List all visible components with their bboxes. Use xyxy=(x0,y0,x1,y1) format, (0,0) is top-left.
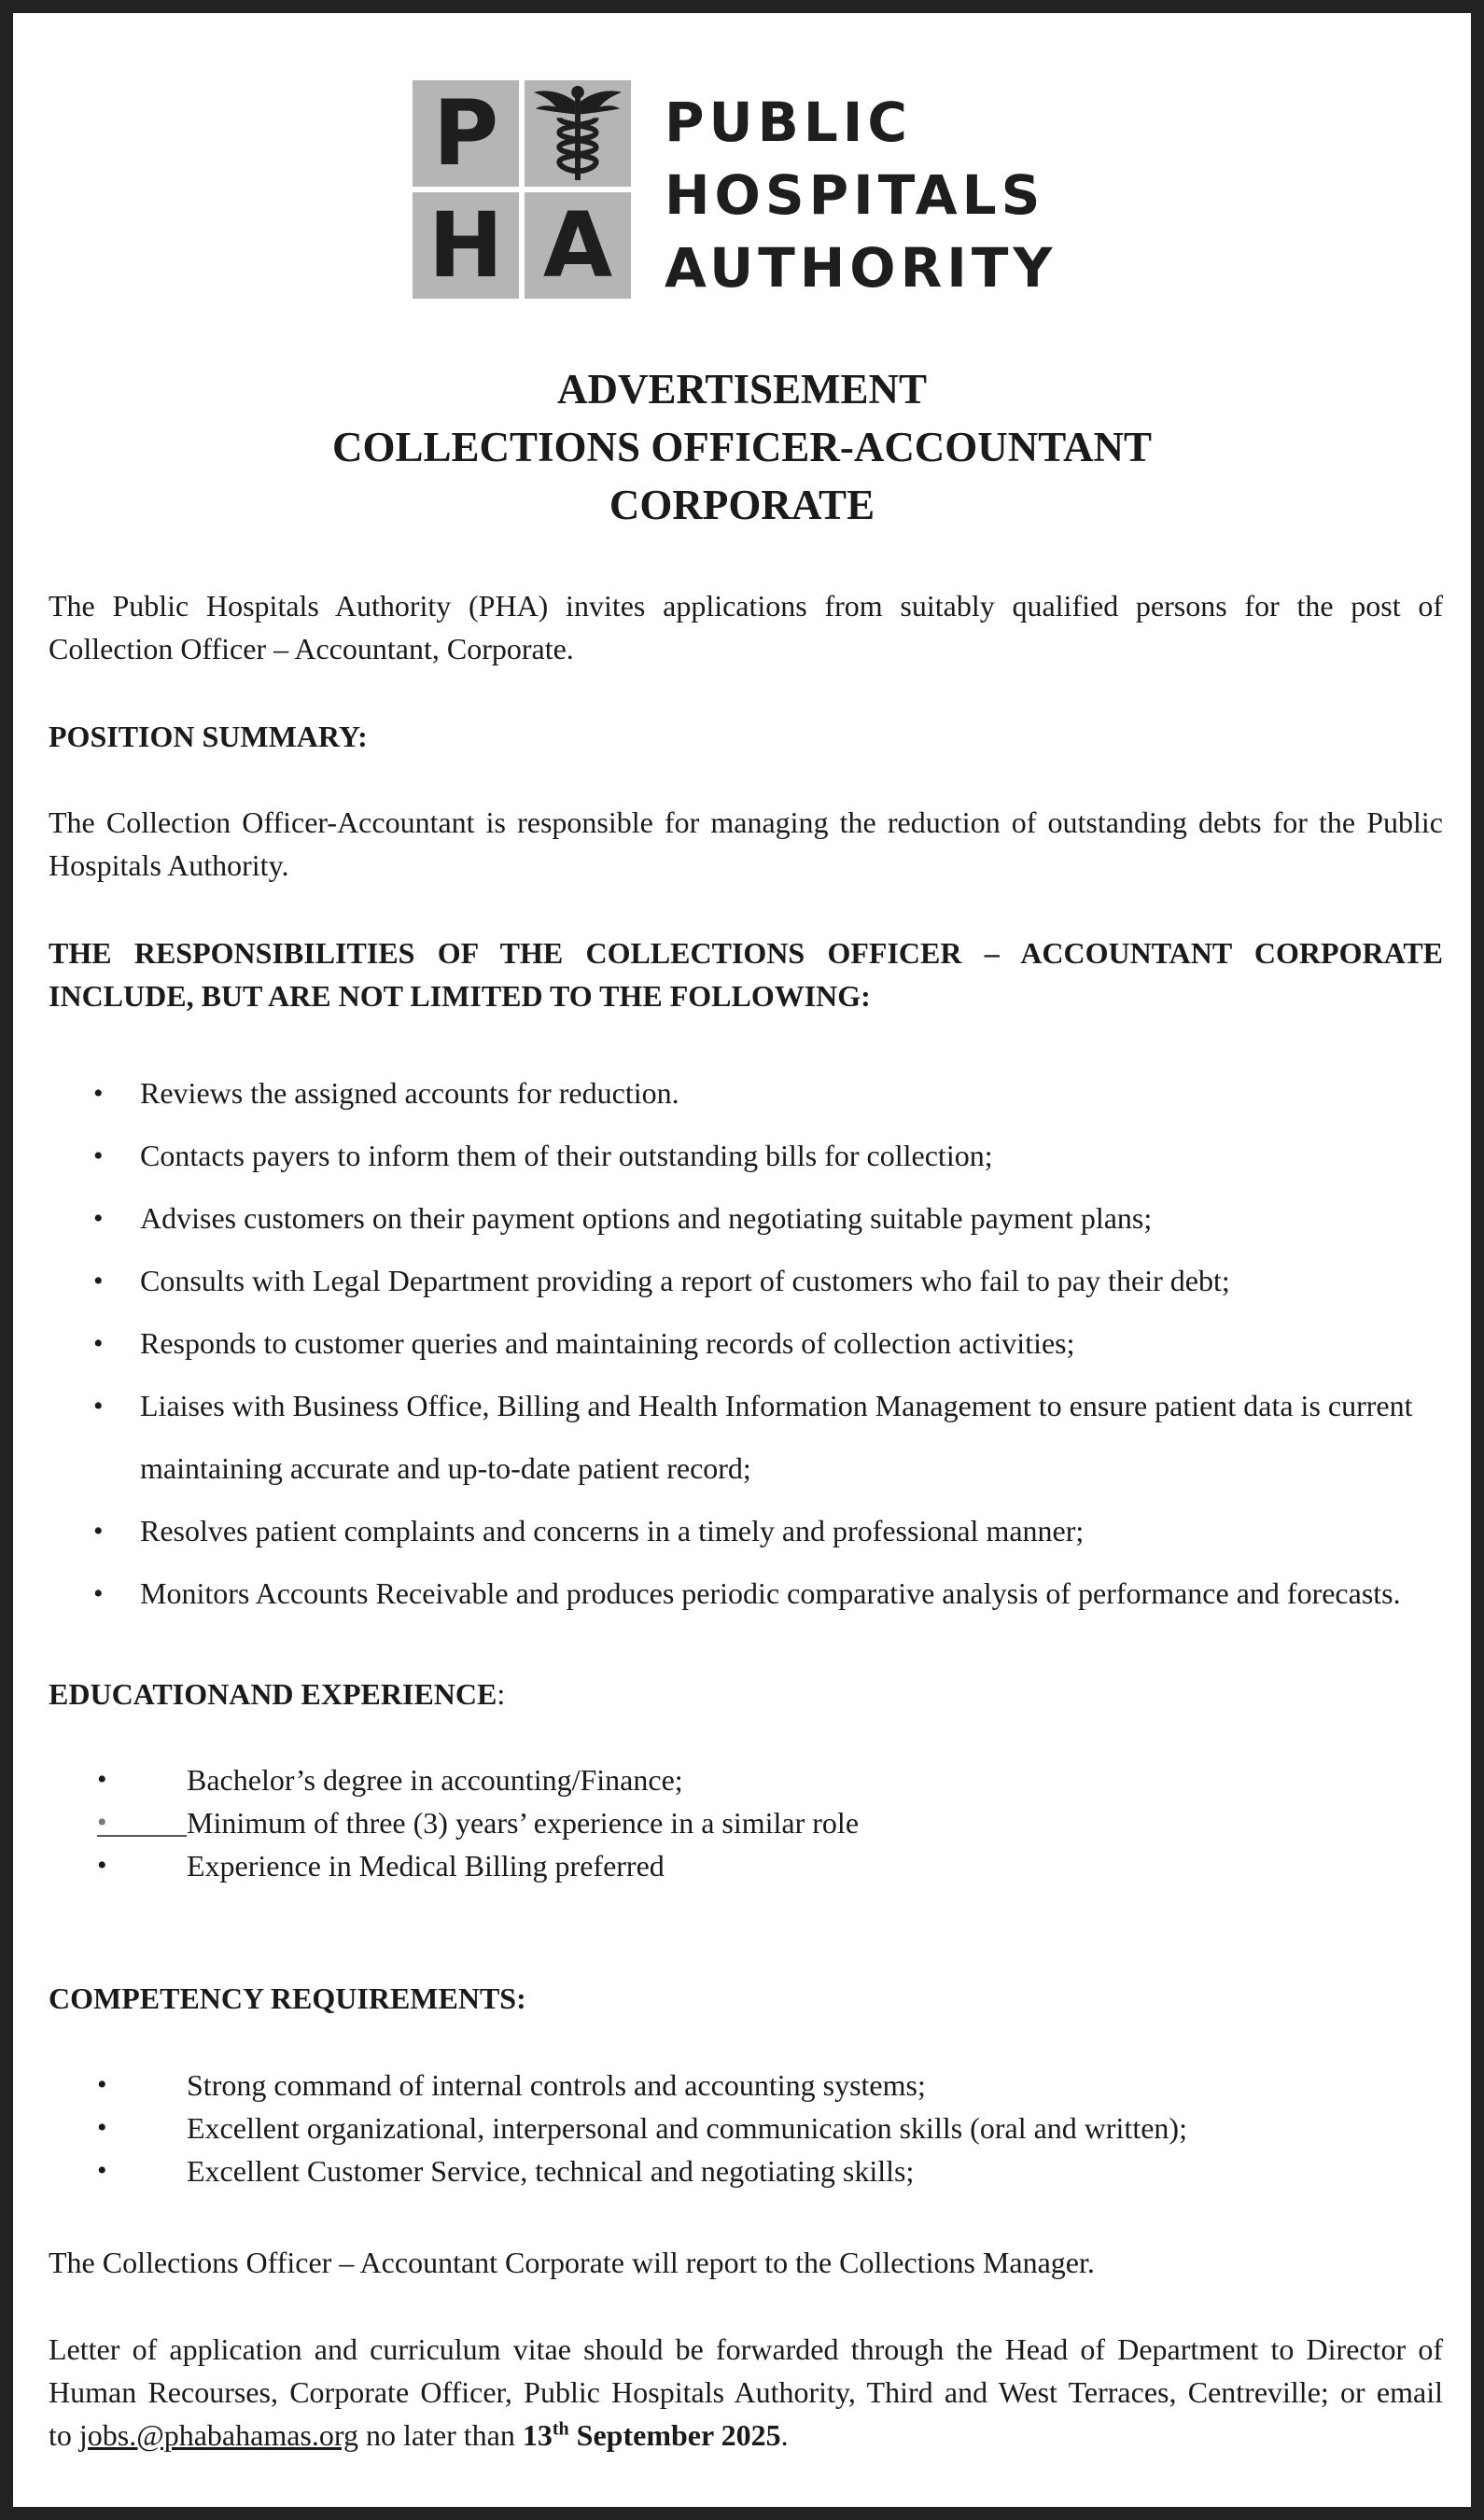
list-item: • Excellent organizational, interpersonal and communication skills (oral and written); xyxy=(49,2107,1443,2149)
list-item: • Strong command of internal controls and accounting systems; xyxy=(49,2064,1443,2107)
bullet-icon: • xyxy=(93,1266,104,1296)
bullet-icon: • xyxy=(97,2112,107,2143)
intro-line-2: Collection Officer – Accountant, Corporate. xyxy=(49,632,574,665)
deadline-date: 13th September 2025 xyxy=(522,2418,781,2452)
list-item-continuation: maintaining accurate and up-to-date patient record; xyxy=(140,1451,751,1485)
competency-list xyxy=(49,2064,1443,2192)
tab-leader-line xyxy=(97,1835,187,1837)
ad-headings xyxy=(0,360,1484,534)
logo-tile-a: A xyxy=(525,192,631,299)
pha-logo xyxy=(413,80,1085,304)
logo-word-authority: AUTHORITY xyxy=(665,236,1057,300)
education-list xyxy=(49,1758,1443,1887)
list-item: • Monitors Accounts Receivable and produces periodic comparative analysis of performance and forecasts. xyxy=(49,1562,1443,1625)
bullet-icon: • xyxy=(93,1516,104,1547)
bullet-icon: • xyxy=(97,1764,107,1795)
application-line-1: Letter of application and curriculum vitae should be forwarded through the Head of Department to Director of xyxy=(49,2332,1443,2366)
report-line: The Collections Officer – Accountant Corporate will report to the Collections Manager. xyxy=(49,2246,1095,2279)
heading-advertisement: ADVERTISEMENT xyxy=(557,366,927,413)
responsibilities-list xyxy=(49,1062,1443,1625)
intro-line-1: The Public Hospitals Authority (PHA) invites applications from suitably qualified persons for the post of xyxy=(49,589,1443,623)
logo-wordmark xyxy=(665,86,1057,304)
position-summary-heading: POSITION SUMMARY: xyxy=(49,720,368,753)
list-item: • Liaises with Business Office, Billing and Health Information Management to ensure patient data is current maintaining accurate and up-to-date patient record; xyxy=(49,1375,1443,1500)
bullet-icon: • xyxy=(93,1391,104,1421)
list-item: • Experience in Medical Billing preferred xyxy=(49,1844,1443,1887)
application-line-3: to jobs.@phabahamas.org no later than 13th September 2025. xyxy=(49,2418,789,2452)
list-item: • Resolves patient complaints and concerns in a timely and professional manner; xyxy=(49,1500,1443,1562)
list-item: • Contacts payers to inform them of their outstanding bills for collection; xyxy=(49,1125,1443,1187)
responsibilities-heading xyxy=(49,931,1443,1017)
position-summary-line-2: Hospitals Authority. xyxy=(49,848,289,882)
bullet-icon: • xyxy=(93,1328,104,1359)
logo-word-hospitals: HOSPITALS xyxy=(665,163,1045,227)
logo-tile-p: P xyxy=(413,80,519,187)
bullet-icon: • xyxy=(97,2155,107,2186)
position-summary-line-1: The Collection Officer-Accountant is responsible for managing the reduction of outstanding debts for the Public xyxy=(49,805,1443,839)
application-paragraph xyxy=(49,2328,1443,2457)
list-item: • Minimum of three (3) years’ experience in a similar role xyxy=(49,1801,1443,1844)
bullet-icon: • xyxy=(97,1807,107,1838)
logo-word-public: PUBLIC xyxy=(665,91,912,154)
competency-heading: COMPETENCY REQUIREMENTS: xyxy=(49,1981,526,2015)
responsibilities-heading-line-2: INCLUDE, BUT ARE NOT LIMITED TO THE FOLLOWING: xyxy=(49,979,871,1013)
education-heading-text: EDUCATIONAND EXPERIENCE xyxy=(49,1677,497,1711)
bullet-icon: • xyxy=(93,1578,104,1609)
position-summary-text xyxy=(49,801,1443,887)
list-item: • Responds to customer queries and maintaining records of collection activities; xyxy=(49,1312,1443,1375)
logo-tiles xyxy=(413,80,631,299)
list-item: • Consults with Legal Department providing a report of customers who fail to pay their debt; xyxy=(49,1250,1443,1312)
education-heading-colon: : xyxy=(497,1677,506,1711)
responsibilities-heading-line-1: THE RESPONSIBILITIES OF THE COLLECTIONS OFFICER – ACCOUNTANT CORPORATE xyxy=(49,936,1443,970)
list-item: • Excellent Customer Service, technical and negotiating skills; xyxy=(49,2149,1443,2192)
bullet-icon: • xyxy=(97,2069,107,2100)
heading-job-title: COLLECTIONS OFFICER-ACCOUNTANT xyxy=(331,424,1152,470)
list-item: • Advises customers on their payment options and negotiating suitable payment plans; xyxy=(49,1187,1443,1250)
bullet-icon: • xyxy=(93,1078,104,1109)
caduceus-icon xyxy=(525,80,631,187)
bullet-icon: • xyxy=(93,1203,104,1234)
bullet-icon: • xyxy=(97,1850,107,1881)
email-link[interactable]: jobs.@phabahamas.org xyxy=(78,2418,358,2452)
logo-tile-h: H xyxy=(413,192,519,299)
application-line-2: Human Recourses, Corporate Officer, Public Hospitals Authority, Third and West Terraces, Centreville; or email xyxy=(49,2375,1443,2409)
list-item: • Bachelor’s degree in accounting/Finance; xyxy=(49,1758,1443,1801)
education-heading xyxy=(49,1673,1443,1715)
heading-corporate: CORPORATE xyxy=(609,482,875,528)
list-item: • Reviews the assigned accounts for reduction. xyxy=(49,1062,1443,1125)
intro-paragraph xyxy=(49,584,1443,670)
bullet-icon: • xyxy=(93,1141,104,1171)
